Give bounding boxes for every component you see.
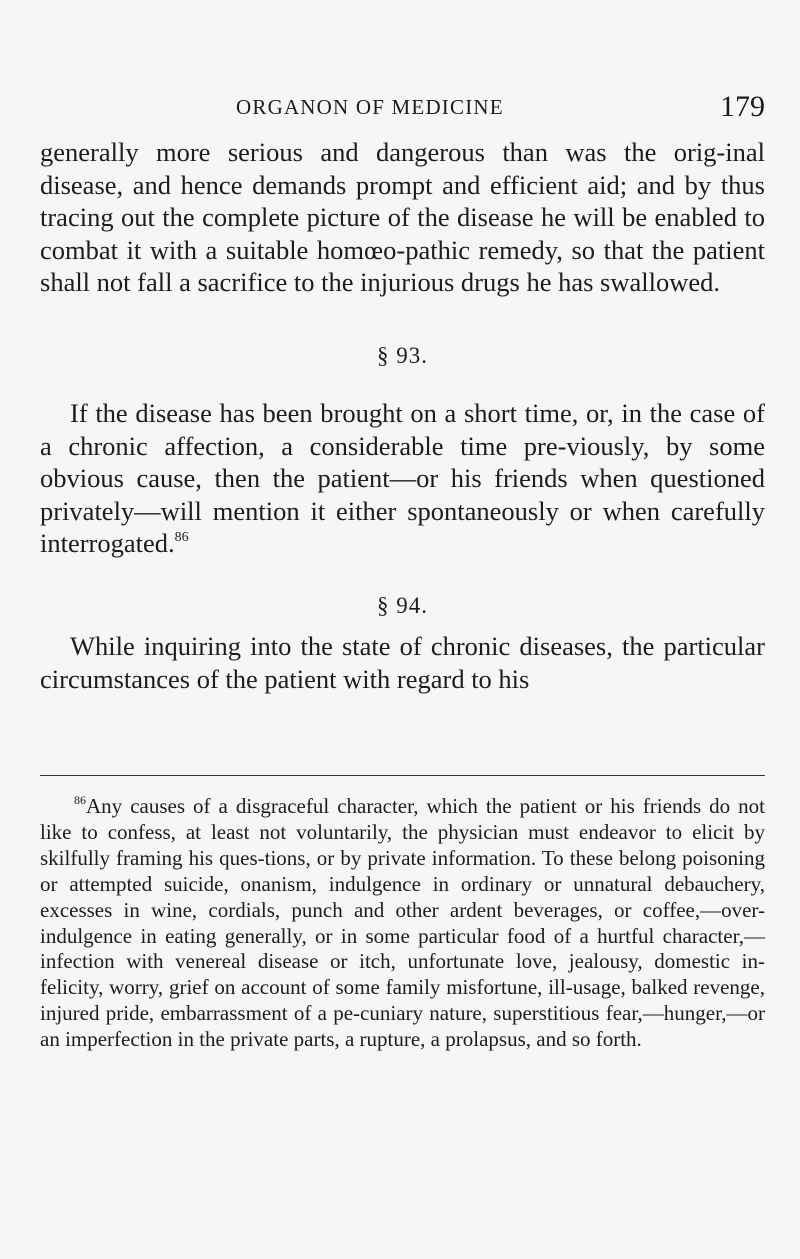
section-heading-94: § 94. [377, 592, 428, 618]
footnote-divider [40, 775, 765, 776]
page-header [40, 90, 765, 130]
footnote-reference: 86 [174, 530, 189, 546]
running-title: ORGANON OF MEDICINE [236, 95, 504, 119]
paragraph-section-93-text: If the disease has been brought on a short time, or, in the case of a chronic affection, a considerable time pre-viously, by some obvious cause, then the patient—or his friends when questioned privately—will mention it either spontaneously or when carefully interrogated. [40, 397, 765, 559]
footnote-number: 86 [74, 793, 86, 807]
footnote-paragraph [40, 794, 765, 1053]
footnote-text: Any causes of a disgraceful character, which the patient or his friends do not like to confess, at least not voluntarily, the physician must endeavor to elicit by skilfully framing his ques-tions, or by private information. To these belong poisoning or attempted suicide, onanism, indulgence in ordinary or unnatural debauchery, excesses in wine, cordials, punch and other ardent beverages, or coffee,—over-indulgence in eating generally, or in some particular food of a hurtful character,—infection with venereal disease or itch, unfortunate love, jealousy, domestic in-felicity, worry, grief on account of some family misfortune, ill-usage, balked revenge, injured pride, embarrassment of a pe-cuniary nature, superstitious fear,—hunger,—or an imperfection in the private parts, a rupture, a prolapsus, and so forth. [40, 794, 765, 1052]
footnote [40, 794, 765, 1053]
section-heading-93: § 93. [377, 342, 428, 368]
main-text [40, 136, 765, 695]
paragraph-continued: generally more serious and dangerous than was the orig-inal disease, and hence demands prompt and efficient aid; and by thus tracing out the complete picture of the disease he will be enabled to combat it with a suitable homœo-pathic remedy, so that the patient shall not fall a sacrifice to the injurious drugs he has swallowed. [40, 137, 765, 298]
page-number: 179 [720, 90, 765, 123]
paragraph-section-94: While inquiring into the state of chronic diseases, the particular circumstances of the patient with regard to his [40, 630, 765, 694]
paragraph-section-93 [40, 397, 765, 560]
book-page [40, 0, 765, 1259]
